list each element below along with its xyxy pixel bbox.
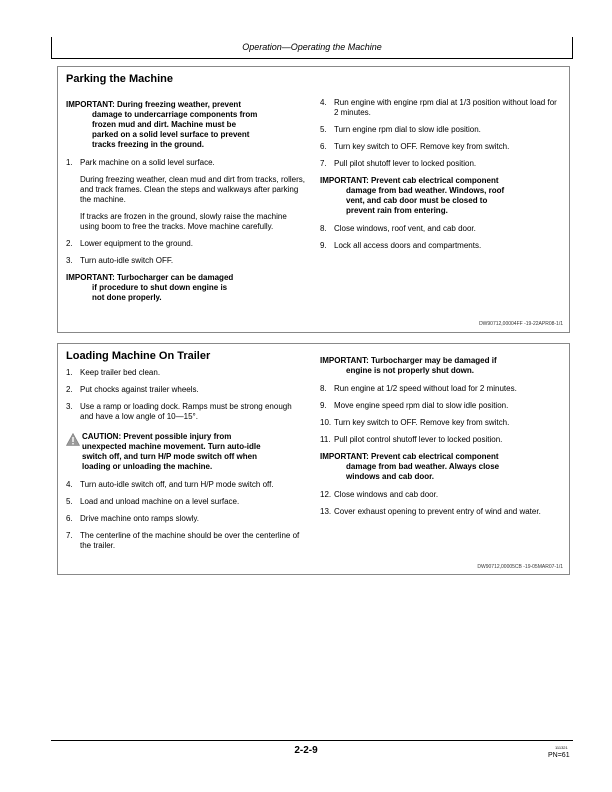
parking-left-column — [66, 100, 306, 311]
loading-step-2: 2. Put chocks against trailer wheels. — [66, 385, 199, 394]
loading-reference-code: DW90712,00005CB -19-05MAR07-1/1 — [477, 564, 563, 570]
parking-step-5: 5. Turn engine rpm dial to slow idle position. — [320, 125, 481, 134]
page-number: 2-2-9 — [294, 745, 318, 756]
loading-step-12: 12. Close windows and cab door. — [320, 490, 439, 499]
loading-step-1: 1. Keep trailer bed clean. — [66, 368, 161, 377]
parking-step-3: 3. Turn auto-idle switch OFF. — [66, 256, 174, 265]
loading-important-turbocharger: IMPORTANT: Turbocharger may be damaged if engine is not properly shut down. — [320, 356, 497, 375]
header-rule — [51, 58, 573, 59]
parking-important-freezing: IMPORTANT: During freezing weather, prevent damage to undercarriage components from frozen mud and dirt. Machine must be parked on a solid level surface to prevent tracks freezing in the ground. — [66, 100, 258, 149]
pn-number: PN=61 — [548, 752, 570, 759]
parking-important-cab: IMPORTANT: Prevent cab electrical component damage from bad weather. Windows, roof vent, and cab door must be closed to prevent rain from entering. — [320, 176, 505, 215]
parking-step-2: 2. Lower equipment to the ground. — [66, 239, 193, 248]
parking-step-7: 7. Pull pilot shutoff lever to locked position. — [320, 159, 477, 168]
loading-step-7: 7. The centerline of the machine should be over the centerline of the trailer. — [66, 531, 300, 550]
loading-step-8: 8. Run engine at 1/2 speed without load for 2 minutes. — [320, 384, 517, 393]
parking-reference-code: DW90712,00004FF -19-22APR08-1/1 — [479, 321, 563, 327]
loading-title: Loading Machine On Trailer — [66, 350, 211, 362]
parking-important-turbocharger: IMPORTANT: Turbocharger can be damaged if procedure to shut down engine is not done properly. — [66, 273, 234, 302]
loading-important-cab: IMPORTANT: Prevent cab electrical component damage from bad weather. Always close windows and cab door. — [320, 452, 500, 481]
warning-triangle-icon — [66, 432, 82, 472]
parking-step-8: 8. Close windows, roof vent, and cab door. — [320, 224, 476, 233]
footer-code: 111321 — [555, 745, 568, 750]
loading-step-13: 13. Cover exhaust opening to prevent entry of wind and water. — [320, 507, 541, 516]
parking-step-4: 4. Run engine with engine rpm dial at 1/3 position without load for 2 minutes. — [320, 98, 557, 117]
loading-step-10: 10. Turn key switch to OFF. Remove key from switch. — [320, 418, 510, 427]
parking-step-6: 6. Turn key switch to OFF. Remove key from switch. — [320, 142, 510, 151]
parking-title: Parking the Machine — [66, 73, 173, 85]
parking-section — [57, 66, 570, 333]
parking-note-frozen-tracks: If tracks are frozen in the ground, slowly raise the machine using boom to free the tracks. Move machine carefully. — [80, 212, 287, 231]
loading-caution: CAUTION: Prevent possible injury from unexpected machine movement. Turn auto-idle switch off, and turn H/P mode switch off when loading or unloading the machine. — [66, 432, 306, 472]
loading-left-column — [66, 368, 306, 558]
parking-right-column — [320, 98, 560, 258]
footer-rule — [51, 740, 573, 741]
loading-step-11: 11. Pull pilot control shutoff lever to locked position. — [320, 435, 503, 444]
loading-step-5: 5. Load and unload machine on a level surface. — [66, 497, 240, 506]
parking-note-freezing: During freezing weather, clean mud and dirt from tracks, rollers, and track frames. Clean the steps and walkways after parking the machine. — [80, 175, 305, 204]
loading-step-3: 3. Use a ramp or loading dock. Ramps must be strong enough and have a low angle of 10—15°. — [66, 402, 292, 421]
running-header: Operation—Operating the Machine — [242, 42, 382, 52]
loading-step-6: 6. Drive machine onto ramps slowly. — [66, 514, 200, 523]
loading-right-column — [320, 356, 560, 524]
loading-step-4: 4. Turn auto-idle switch off, and turn H/P mode switch off. — [66, 480, 274, 489]
loading-step-9: 9. Move engine speed rpm dial to slow idle position. — [320, 401, 509, 410]
parking-step-1: 1. Park machine on a solid level surface. — [66, 158, 215, 167]
parking-step-9: 9. Lock all access doors and compartments. — [320, 241, 482, 250]
loading-section — [57, 343, 570, 575]
